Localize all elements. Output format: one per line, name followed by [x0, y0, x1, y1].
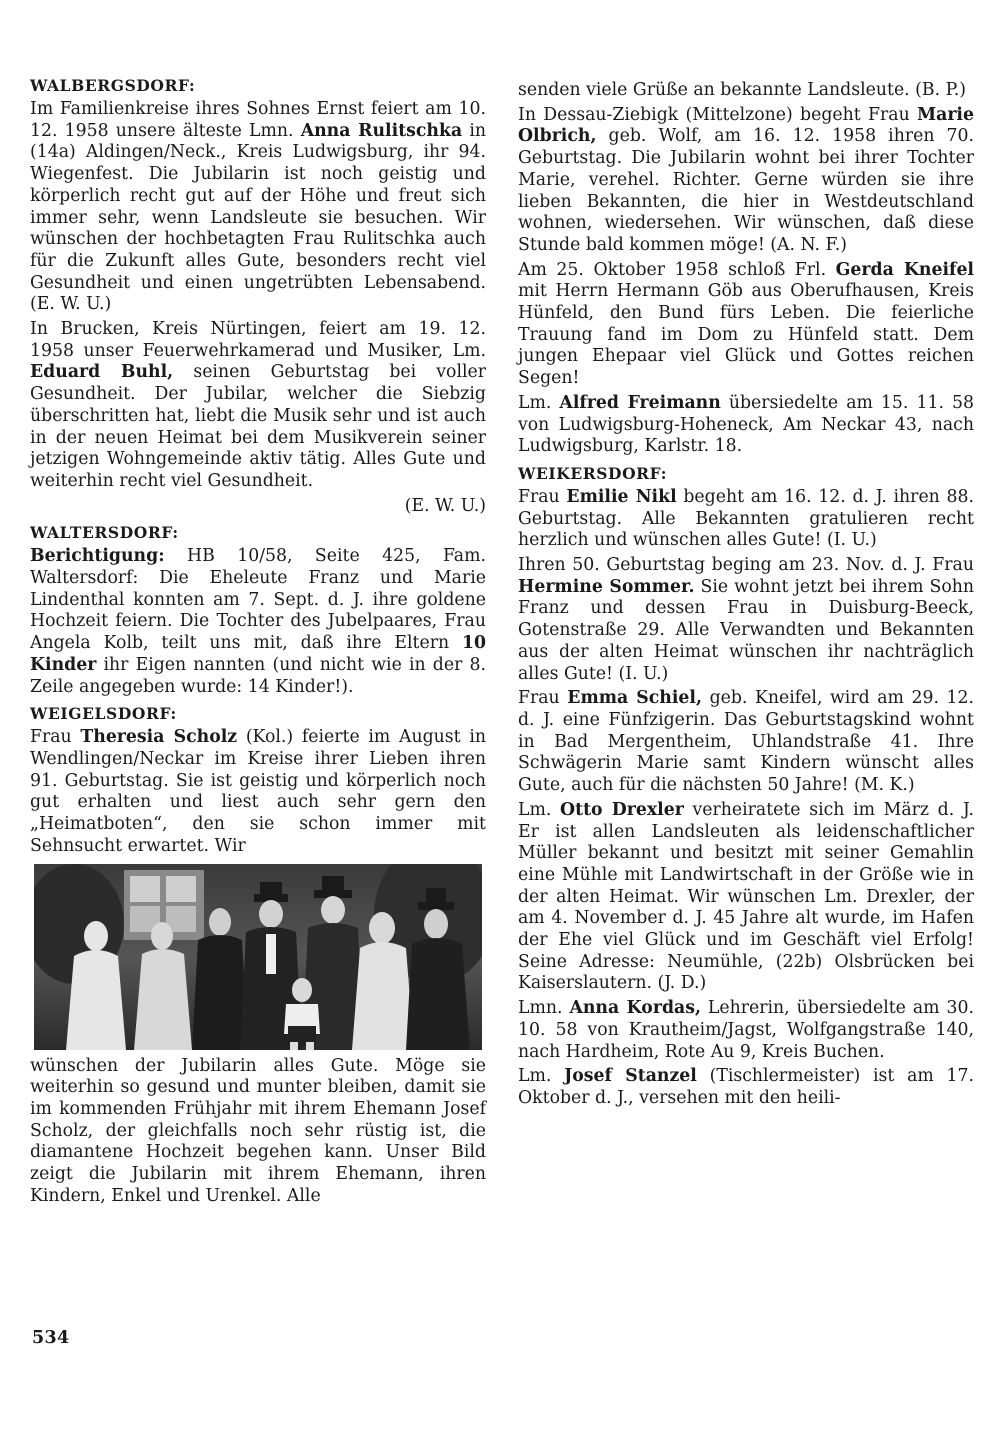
paragraph-nikl	[518, 487, 974, 552]
section-heading-waltersdorf: WALTERSDORF:	[30, 523, 179, 543]
bold-name: Berichtigung:	[30, 546, 165, 567]
text-run: senden viele Grüße an bekannte Landsleute. (B. P.)	[518, 80, 966, 100]
bold-name: Emma Schiel,	[567, 688, 703, 709]
text-run: Lm.	[518, 1066, 565, 1087]
paragraph-kneifel	[518, 260, 974, 390]
bold-name: Josef Stanzel	[564, 1066, 697, 1087]
bold-name: Theresia Scholz	[80, 727, 238, 748]
paragraph-olbrich	[518, 105, 974, 257]
paragraph-greetings	[518, 80, 974, 102]
section-heading-weikersdorf: WEIKERSDORF:	[518, 463, 668, 483]
text-run: verheiratete sich im März d. J. Er ist allen Landsleuten als leidenschaftlicher Müller bekannt und besitzt mit seiner Gemahlin eine Mühle mit Landwirtschaft in der Größe wie in der alten Heimat. Wir wünschen Lm. Drexler, der am 4. November d. J. 45 Jahre alt wurde, im Hafen der Ehe viel Glück und im Geschäft viel Erfolg! Seine Adresse: Neumühle, (22b) Olsbrücken bei Kaiserslautern. (J. D.)	[518, 799, 974, 994]
text-run: wünschen der Jubilarin alles Gute. Möge sie weiterhin so gesund und munter bleiben, damit sie im kommenden Frühjahr mit ihrem Ehemann Josef Scholz, der gleichfalls noch sehr rüstig ist, die diamantene Hochzeit begehen kann. Unser Bild zeigt die Jubilarin mit ihrem Ehemann, ihren Kindern, Enkel und Urenkel. Alle	[30, 1055, 486, 1206]
paragraph-buhl	[30, 319, 486, 493]
section-heading-weigelsdorf: WEIGELSDORF:	[30, 704, 177, 724]
text-run: seinen Geburtstag bei voller Gesundheit. Der Jubilar, welcher die Siebzig überschritten hat, liebt die Musik sehr und ist auch in der neuen Heimat bei dem Musikverein seiner jetzigen Wohngemeinde aktiv tätig. Alles Gute und weiterhin recht viel Gesundheit.	[30, 362, 486, 491]
paragraph-drexler	[518, 800, 974, 995]
bold-name: Eduard Buhl,	[30, 362, 174, 383]
text-run: Ihren 50. Geburtstag beging am 23. Nov. d. J. Frau	[518, 555, 974, 576]
text-run: HB 10/58, Seite 425, Fam. Waltersdorf: Die Eheleute Franz und Marie Lindenthal konnten am 7. Sept. d. J. ihre goldene Hochzeit feiern. Die Tochter des Jubelpaares, Frau Angela Kolb, teilt uns mit, daß ihre Eltern	[30, 546, 486, 654]
bold-name: Alfred Freimann	[559, 392, 721, 413]
paragraph-sommer	[518, 555, 974, 685]
bold-name: 10 Kinder	[30, 633, 486, 675]
text-run: Lmn.	[518, 998, 570, 1019]
paragraph-schiel	[518, 688, 974, 797]
right-column	[518, 70, 974, 1113]
bold-name: Gerda Kneifel	[835, 259, 974, 280]
text-run: Lm.	[518, 799, 561, 820]
left-column	[30, 70, 486, 1210]
family-photo	[34, 864, 482, 1050]
text-run: Lehrerin, übersiedelte am 30. 10. 58 von Krautheim/Jagst, Wolfgangstraße 140, nach Hardheim, Rote Au 9, Kreis Buchen.	[518, 998, 974, 1062]
paragraph-scholz-continued	[30, 1056, 486, 1208]
text-run: In Dessau-Ziebigk (Mittelzone) begeht Frau	[518, 104, 917, 125]
paragraph-berichtigung	[30, 546, 486, 698]
text-run: geb. Wolf, am 16. 12. 1958 ihren 70. Geburtstag. Die Jubilarin wohnt bei ihrer Tochter Marie, verehel. Richter. Gerne würden sie ihre lieben Bekannten, die hier in Westdeutschland wohnen, wiedersehen. Wir wünschen, daß diese Stunde bald kommen möge! (A. N. F.)	[518, 126, 974, 255]
section-heading-walbergsdorf: WALBERGSDORF:	[30, 76, 196, 95]
photo-icon	[34, 864, 482, 1050]
paragraph-kordas	[518, 998, 974, 1063]
bold-name: Anna Rulitschka	[300, 120, 463, 141]
paragraph-scholz	[30, 727, 486, 857]
text-run: Sie wohnt jetzt bei ihrem Sohn Franz und dessen Frau in Duisburg-Beeck, Gotenstraße 29. Alle Verwandten und Bekannten aus der alten Heimat wünschen ihr nachträglich alles Gute! (I. U.)	[518, 576, 974, 684]
text-run: (Tischlermeister) ist am 17. Oktober d. J., versehen mit den heili-	[518, 1066, 974, 1108]
bold-name: Emilie Nikl	[566, 486, 677, 507]
text-run: geb. Kneifel, wird am 29. 12. d. J. eine Fünfzigerin. Das Geburtstagskind wohnt in Bad Mergentheim, Uhlandstraße 41. Ihre Schwägerin Marie samt Kindern wünscht alles Gute, auch für die nächsten 50 Jahre! (M. K.)	[518, 688, 975, 796]
text-run: Lm.	[518, 392, 560, 413]
bold-name: Anna Kordas,	[569, 998, 701, 1019]
text-run: Frau	[518, 486, 567, 507]
signature-ewu: (E. W. U.)	[404, 495, 486, 516]
text-run: Am 25. Oktober 1958 schloß Frl.	[518, 259, 836, 280]
paragraph-rulitschka	[30, 99, 486, 316]
paragraph-stanzel	[518, 1066, 974, 1109]
text-run: ihr Eigen nannten (und nicht wie in der 8. Zeile angegeben wurde: 14 Kinder!).	[30, 654, 486, 697]
page-number: 534	[32, 1328, 70, 1348]
text-run: In Brucken, Kreis Nürtingen, feiert am 19. 12. 1958 unser Feuerwehrkamerad und Musiker, Lm.	[30, 319, 486, 361]
text-run: mit Herrn Hermann Göb aus Oberufhausen, Kreis Hünfeld, den Bund fürs Leben. Die feierliche Trauung fand im Dom zu Hünfeld statt. Dem jungen Ehepaar viel Glück und Gottes reichen Segen!	[518, 281, 974, 389]
text-run: Frau	[30, 727, 81, 748]
text-run: (Kol.) feierte im August in Wendlingen/Neckar im Kreise ihrer Lieben ihren 91. Geburtstag. Sie ist geistig und körperlich noch gut erhalten und liest auch sehr gern den „Heimatboten“, den sie schon immer mit Sehnsucht erwartet. Wir	[30, 727, 486, 856]
text-run: Im Familienkreise ihres Sohnes Ernst feiert am 10. 12. 1958 unsere älteste Lmn.	[30, 99, 486, 141]
text-run: begeht am 16. 12. d. J. ihren 88. Geburtstag. Alle Bekannten gratulieren recht herzlich und wünschen alles Gute! (I. U.)	[518, 486, 974, 551]
bold-name: Otto Drexler	[560, 799, 684, 820]
text-run: Frau	[518, 688, 568, 709]
bold-name: Marie Olbrich,	[518, 104, 974, 147]
bold-name: Hermine Sommer.	[518, 576, 695, 597]
paragraph-freimann	[518, 393, 974, 458]
text-run: in (14a) Aldingen/Neck., Kreis Ludwigsburg, ihr 94. Wiegenfest. Die Jubilarin ist noch geistig und körperlich recht gut auf der Höhe und freut sich immer sehr, wenn Landsleute sie besuchen. Wir wünschen der hochbetagten Frau Rulitschka auch für die Zukunft alles Gute, besonders recht viel Gesundheit und einen ungetrübten Lebensabend. (E. W. U.)	[30, 120, 487, 315]
text-run: übersiedelte am 15. 11. 58 von Ludwigsburg-Hoheneck, Am Neckar 43, nach Ludwigsburg, Karlstr. 18.	[518, 392, 974, 457]
